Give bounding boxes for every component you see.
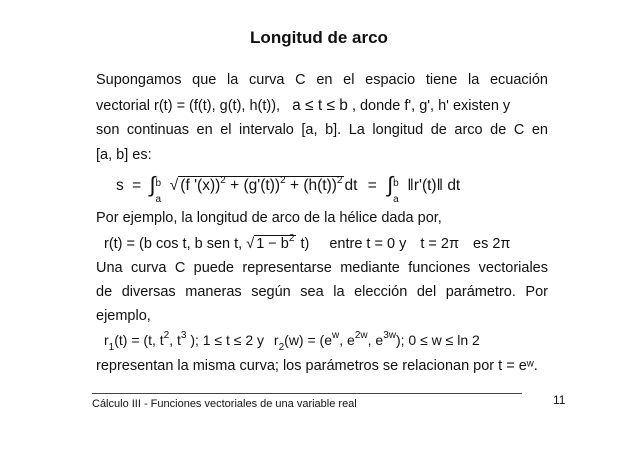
integral-sign: ∫ <box>387 172 394 197</box>
paragraph-text: vectorial r(t) = (f(t), g(t), h(t)), <box>96 98 281 114</box>
arc-length-formula: s = ∫ b a √ (f '$(x))^2 + (g'(t))^2 + (h(t))^2$ dt = ∫ b a ‖r'(t)‖ dt <box>116 172 461 205</box>
footer-divider <box>92 393 522 394</box>
integral-sign: ∫ <box>149 172 156 197</box>
paragraph-line: representan la misma curva; los parámetros se relacionan por t = eʷ. <box>96 358 538 374</box>
norm-bars: ‖ <box>436 177 443 194</box>
helix-formula: r(t) = (b cos t, b sen t, √ $1 - b^2$ t) entre t = 0 y t = 2π es 2π <box>104 233 511 252</box>
inline-math: a ≤ t ≤ b <box>292 97 348 114</box>
paragraph-line: ejemplo, <box>96 308 151 324</box>
page-title: Longitud de arco <box>250 28 388 47</box>
parametrization-formula: $r_1(t) = (t$, $t^2$, $t^3$ ); 1 ≤ t ≤ 2 y $r_2(w) = (e^w$, $e^{2w}$, $e^{3w}$); 0 ≤ w ≤ ln 2 <box>104 330 480 353</box>
norm-bars: ‖ <box>407 177 414 194</box>
page-number: 11 <box>553 393 566 407</box>
square-root: √ (f '$(x))^2 + (g'(t))^2 + (h(t))^2$ <box>169 175 343 194</box>
paragraph-line <box>96 97 510 115</box>
footer-text: Cálculo III - Funciones vectoriales de una variable real <box>92 398 357 410</box>
paragraph-line: Por ejemplo, la longitud de arco de la hélice dada por, <box>96 210 442 226</box>
paragraph-line: Una curva C puede representarse mediante funciones vectoriales <box>96 260 548 276</box>
paragraph-text: , donde f', g', h' existen y <box>351 98 511 114</box>
paragraph-line: [a, b] es: <box>96 147 152 163</box>
square-root: √ $1 - b^2$ <box>246 233 295 252</box>
paragraph-line: de diversas maneras según sea la elección del parámetro. Por <box>96 284 548 300</box>
paragraph-line: Supongamos que la curva C en el espacio tiene la ecuación <box>96 72 548 88</box>
paragraph-line: son continuas en el intervalo [a, b]. La longitud de arco de C en <box>96 122 548 138</box>
